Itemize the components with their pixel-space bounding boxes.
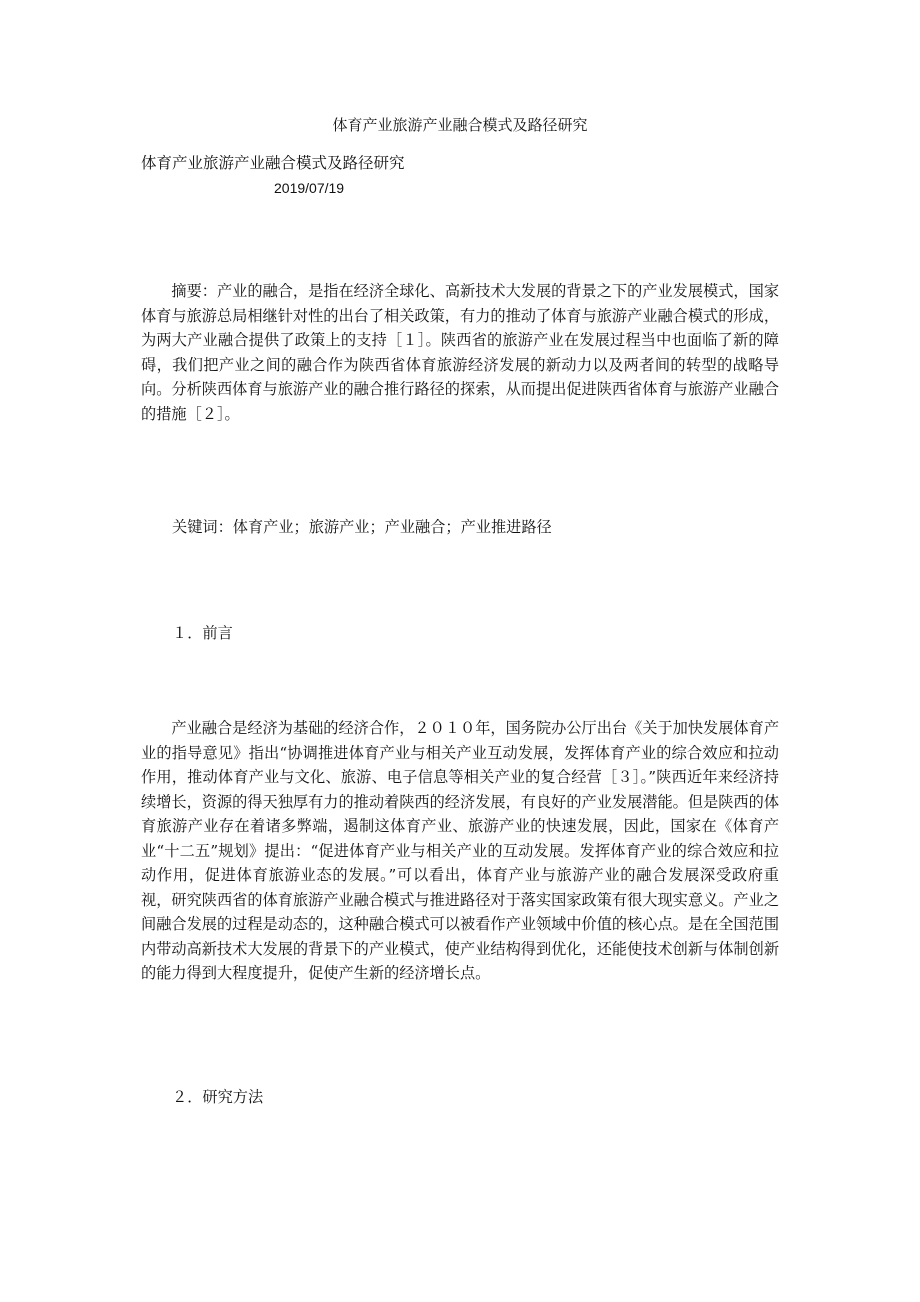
document-subtitle: 体育产业旅游产业融合模式及路径研究 bbox=[141, 154, 405, 172]
section-heading-introduction: １．前言 bbox=[172, 624, 233, 642]
publish-date: 2019/07/19 bbox=[274, 180, 345, 196]
abstract-paragraph: 摘要：产业的融合，是指在经济全球化、高新技术大发展的背景之下的产业发展模式，国家体育与旅游总局相继针对性的出台了相关政策，有力的推动了体育与旅游产业融合模式的形成，为两大产业融合提供了政策上的支持［１］。陕西省的旅游产业在发展过程当中也面临了新的障碍，我们把产业之间的融合作为陕西省体育旅游经济发展的新动力以及两者间的转型的战略导向。分析陕西体育与旅游产业的融合推行路径的探索，从而提出促进陕西省体育与旅游产业融合的措施［２］。 bbox=[141, 282, 779, 423]
introduction-paragraph: 产业融合是经济为基础的经济合作，２０１０年，国务院办公厅出台《关于加快发展体育产业的指导意见》指出“协调推进体育产业与相关产业互动发展，发挥体育产业的综合效应和拉动作用，推动体育产业与文化、旅游、电子信息等相关产业的复合经营［３］。”陕西近年来经济持续增长，资源的得天独厚有力的推动着陕西的经济发展，有良好的产业发展潜能。但是陕西的体育旅游产业存在着诸多弊端，遏制这体育产业、旅游产业的快速发展，因此，国家在《体育产业“十二五”规划》提出：“促进体育产业与相关产业的互动发展。发挥体育产业的综合效应和拉动作用，促进体育旅游业态的发展。”可以看出，体育产业与旅游产业的融合发展深受政府重视，研究陕西省的体育旅游产业融合模式与推进路径对于落实国家政策有很大现实意义。产业之间融合发展的过程是动态的，这种融合模式可以被看作产业领域中价值的核心点。是在全国范围内带动高新技术大发展的背景下的产业模式，使产业结构得到优化，还能使技术创新与体制创新的能力得到大程度提升，促使产生新的经济增长点。 bbox=[141, 719, 779, 982]
document-title: 体育产业旅游产业融合模式及路径研究 bbox=[332, 116, 588, 134]
section-heading-methods: ２．研究方法 bbox=[172, 1088, 264, 1106]
keywords-line: 关键词：体育产业；旅游产业；产业融合；产业推进路径 bbox=[172, 518, 552, 536]
